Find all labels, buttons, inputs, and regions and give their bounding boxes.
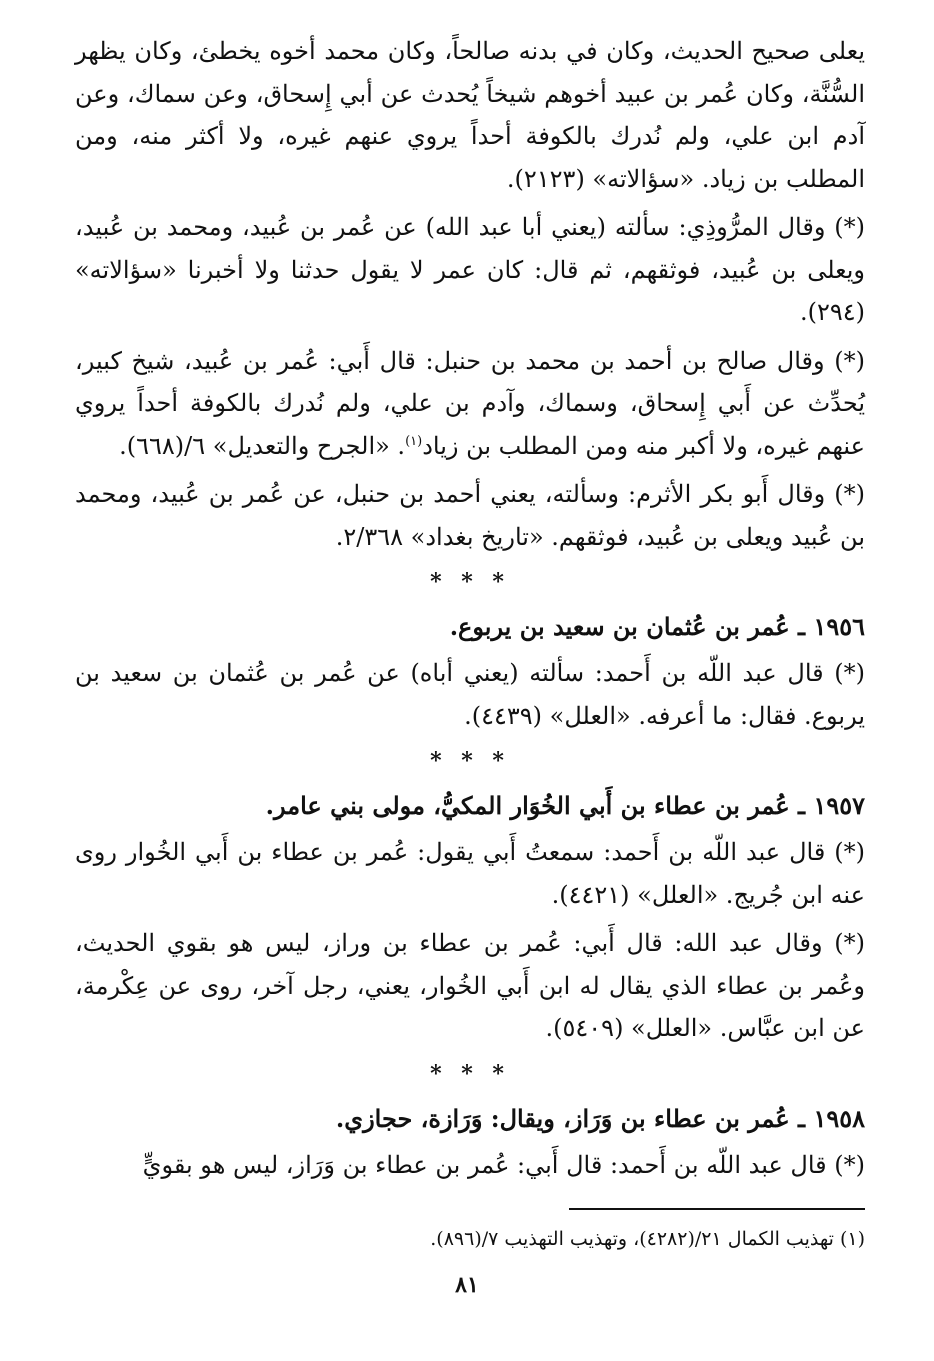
entry-1958-text-1: (*) قال عبد اللّه بن أَحمد: قال أَبي: عُمر بن عطاء بن وَرَاز، ليس هو بقويٍّ <box>142 1150 865 1179</box>
entry-title-1958: ١٩٥٨ ـ عُمر بن عطاء بن وَرَاز، ويقال: وَرَازة، حجازي. <box>335 1103 865 1133</box>
section-separator: * * * <box>430 569 510 595</box>
footnote-reference[interactable]: (١) <box>405 433 423 449</box>
entry-1957-text-2: (*) وقال عبد الله: قال أَبي: عُمر بن عطاء بن وراز، ليس هو بقوي الحديث، وعُمر بن عطاء الذي يقال له ابن أَبي الخُوار، يعني، رجل آخر، روى عن عِكْرمة، عن ابن عبَّاس. «العلل» (٥٤٠٩). <box>75 929 865 1042</box>
paragraph-salih <box>75 340 865 468</box>
paragraph-marwazi: (*) وقال المرُّوذِي: سألته (يعني أبا عبد الله) عن عُمر بن عُبيد، ومحمد بن عُبيد، ويعلى بن عُبيد، فوثقهم، ثم قال: كان عمر لا يقول حدثنا ولا أخبرنا «سؤالاته» (٢٩٤). <box>75 213 865 326</box>
entry-1957-text-1: (*) قال عبد اللّه بن أَحمد: سمعتُ أَبي يقول: عُمر بن عطاء بن أَبي الخُوار روى عنه ابن جُريج. «العلل» (٤٤٢١). <box>75 838 865 909</box>
entry-title-1956: ١٩٥٦ ـ عُمر بن عُثمان بن سعيد بن يربوع. <box>449 612 865 641</box>
footnote: (١) تهذيب الكمال ٢١/(٤٢٨٢)، وتهذيب التهذيب ٧/(٨٩٦). <box>430 1228 865 1250</box>
entry-title-1957: ١٩٥٧ ـ عُمر بن عطاء بن أَبي الخُوَار المكيُّ، مولى بني عامر. <box>265 791 865 820</box>
footnote-divider <box>569 1208 865 1210</box>
paragraph-salih-source: . «الجرح والتعديل» ٦/(٦٦٨). <box>119 431 406 460</box>
book-page <box>75 30 865 1254</box>
entry-1956-text: (*) قال عبد اللّه بن أَحمد: سألته (يعني أباه) عن عُمر بن عُثمان بن سعيد بن يربوع. فقال: ما أعرفه. «العلل» (٤٤٣٩). <box>75 659 865 730</box>
section-separator: * * * <box>430 748 510 774</box>
section-separator: * * * <box>430 1060 510 1087</box>
paragraph-salih-text: (*) وقال صالح بن أحمد بن محمد بن حنبل: قال أَبي: عُمر بن عُبيد، شيخ كبير، يُحدِّث عن أَبي إِسحاق، وسماك، وآدم بن علي، ولم نُدرك بالكوفة أحداً يروي عنهم غيره، ولا أكبر منه ومن المطلب بن زياد <box>75 346 865 460</box>
page-number: ٨١ <box>455 1272 479 1298</box>
paragraph-athram: (*) وقال أَبو بكر الأثرم: وسألته، يعني أحمد بن حنبل، عن عُمر بن عُبيد، ومحمد بن عُبيد ويعلى بن عُبيد، فوثقهم. «تاريخ بغداد» ٢/٣٦٨. <box>75 480 865 551</box>
paragraph-continued: يعلى صحيح الحديث، وكان في بدنه صالحاً، وكان محمد أخوه يخطئ، وكان يظهر السُّنَّة، وكان عُمر بن عبيد أخوهم شيخاً يُحدث عن أبي إِسحاق، وعن سماك، وعن آدم ابن علي، ولم نُدرك بالكوفة أحداً يروي عنهم غيره، ولا أكثر منه، ومن المطلب بن زياد. «سؤالاته» (٢١٢٣). <box>75 37 865 193</box>
